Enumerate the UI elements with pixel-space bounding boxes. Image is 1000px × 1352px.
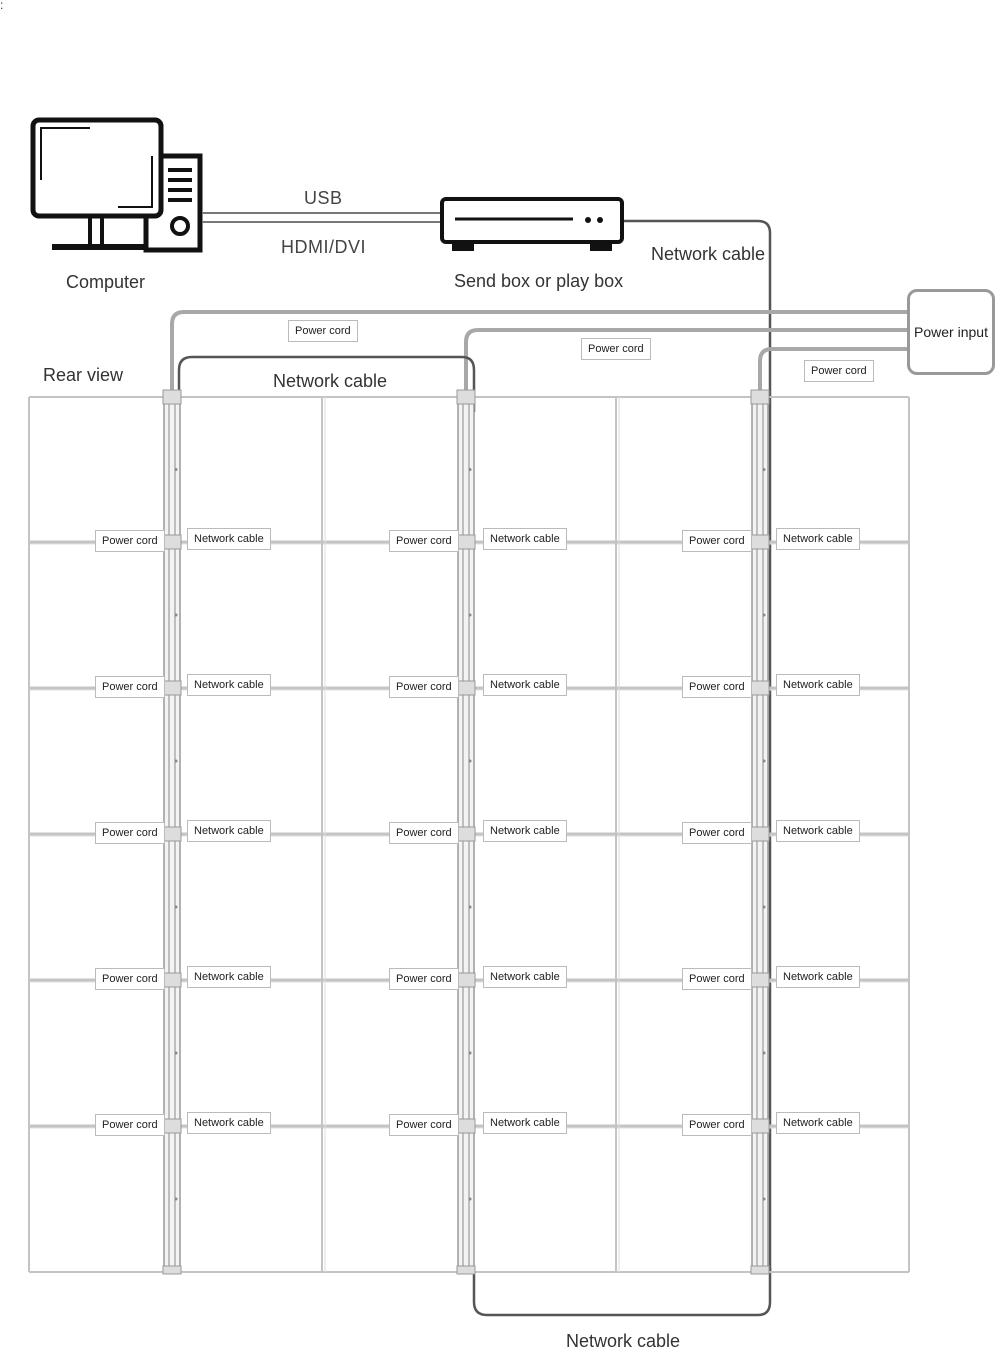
cable-connector — [457, 1266, 475, 1274]
corner-mark: : — [0, 0, 4, 12]
power-input-label: Power input — [914, 324, 988, 340]
grid-network-cable-label: Network cable — [187, 674, 271, 696]
grid-network-cable-label: Network cable — [776, 966, 860, 988]
strip-dot — [763, 906, 766, 909]
network-cable-top-label: Network cable — [651, 244, 766, 264]
cable-connector — [457, 827, 475, 841]
power-cord-label-2: Power cord — [581, 338, 651, 360]
strip-dot — [763, 760, 766, 763]
cable-connector — [163, 681, 181, 695]
cable-connector — [751, 390, 769, 404]
grid-power-cord-label: Power cord — [682, 530, 752, 552]
cable-connector — [163, 390, 181, 404]
cable-connector — [751, 1119, 769, 1133]
cable-connector — [163, 1119, 181, 1133]
network-cable-bottom-loop — [474, 1268, 770, 1315]
strip-dot — [469, 1052, 472, 1055]
cable-connector — [751, 973, 769, 987]
strip-dot — [763, 1052, 766, 1055]
strip-dot — [175, 760, 178, 763]
cable-connector — [751, 827, 769, 841]
usb-label: USB — [304, 188, 343, 208]
power-cord-label-3: Power cord — [804, 360, 874, 382]
grid-power-cord-label: Power cord — [682, 676, 752, 698]
hdmi-label: HDMI/DVI — [281, 237, 366, 257]
computer-label: Computer — [66, 272, 146, 292]
cable-connector — [751, 681, 769, 695]
strip-dot — [763, 614, 766, 617]
strip-dot — [175, 1052, 178, 1055]
cable-connector — [751, 1266, 769, 1274]
network-cable-loop-label: Network cable — [273, 371, 388, 391]
grid-power-cord-label: Power cord — [389, 676, 459, 698]
grid-power-cord-label: Power cord — [95, 676, 165, 698]
strip-dot — [469, 760, 472, 763]
grid-network-cable-label: Network cable — [483, 820, 567, 842]
cable-connector — [457, 535, 475, 549]
grid-network-cable-label: Network cable — [187, 528, 271, 550]
grid-network-cable-label: Network cable — [187, 1112, 271, 1134]
strip-dot — [175, 614, 178, 617]
grid-network-cable-label: Network cable — [776, 820, 860, 842]
grid-power-cord-label: Power cord — [389, 968, 459, 990]
network-cable-bottom-label: Network cable — [566, 1331, 681, 1351]
cable-connector — [163, 1266, 181, 1274]
strip-dot — [469, 468, 472, 471]
strip-dot — [469, 906, 472, 909]
grid-power-cord-label: Power cord — [682, 822, 752, 844]
grid-power-cord-label: Power cord — [389, 822, 459, 844]
cable-connector — [163, 973, 181, 987]
strip-dot — [175, 906, 178, 909]
cable-connector — [751, 535, 769, 549]
computer-tower-icon — [146, 156, 200, 250]
grid-power-cord-label: Power cord — [682, 968, 752, 990]
usb-hdmi-cable — [202, 213, 443, 222]
grid-network-cable-label: Network cable — [483, 674, 567, 696]
grid-power-cord-label: Power cord — [389, 1114, 459, 1136]
grid-network-cable-label: Network cable — [776, 1112, 860, 1134]
grid-power-cord-label: Power cord — [95, 530, 165, 552]
strip-dot — [763, 468, 766, 471]
grid-power-cord-label: Power cord — [389, 530, 459, 552]
strip-dot — [175, 1198, 178, 1201]
grid-network-cable-label: Network cable — [483, 528, 567, 550]
rear-view-label: Rear view — [43, 365, 124, 385]
strip-dot — [175, 468, 178, 471]
strip-dot — [469, 614, 472, 617]
grid-power-cord-label: Power cord — [95, 968, 165, 990]
grid-power-cord-label: Power cord — [95, 822, 165, 844]
cable-connector — [457, 1119, 475, 1133]
power-input-box — [907, 289, 995, 375]
grid-network-cable-label: Network cable — [187, 820, 271, 842]
send-box-icon — [442, 199, 622, 251]
power-cord-label-1: Power cord — [288, 320, 358, 342]
cable-connector — [457, 681, 475, 695]
cable-connector — [163, 827, 181, 841]
cable-connector — [457, 973, 475, 987]
grid-power-cord-label: Power cord — [95, 1114, 165, 1136]
grid-network-cable-label: Network cable — [483, 1112, 567, 1134]
cable-connector — [163, 535, 181, 549]
grid-network-cable-label: Network cable — [776, 528, 860, 550]
grid-network-cable-label: Network cable — [187, 966, 271, 988]
cable-connector — [457, 390, 475, 404]
grid-network-cable-label: Network cable — [776, 674, 860, 696]
strip-dot — [763, 1198, 766, 1201]
grid-network-cable-label: Network cable — [483, 966, 567, 988]
monitor-icon — [33, 120, 161, 250]
strip-dot — [469, 1198, 472, 1201]
send-box-label: Send box or play box — [454, 271, 624, 291]
grid-power-cord-label: Power cord — [682, 1114, 752, 1136]
